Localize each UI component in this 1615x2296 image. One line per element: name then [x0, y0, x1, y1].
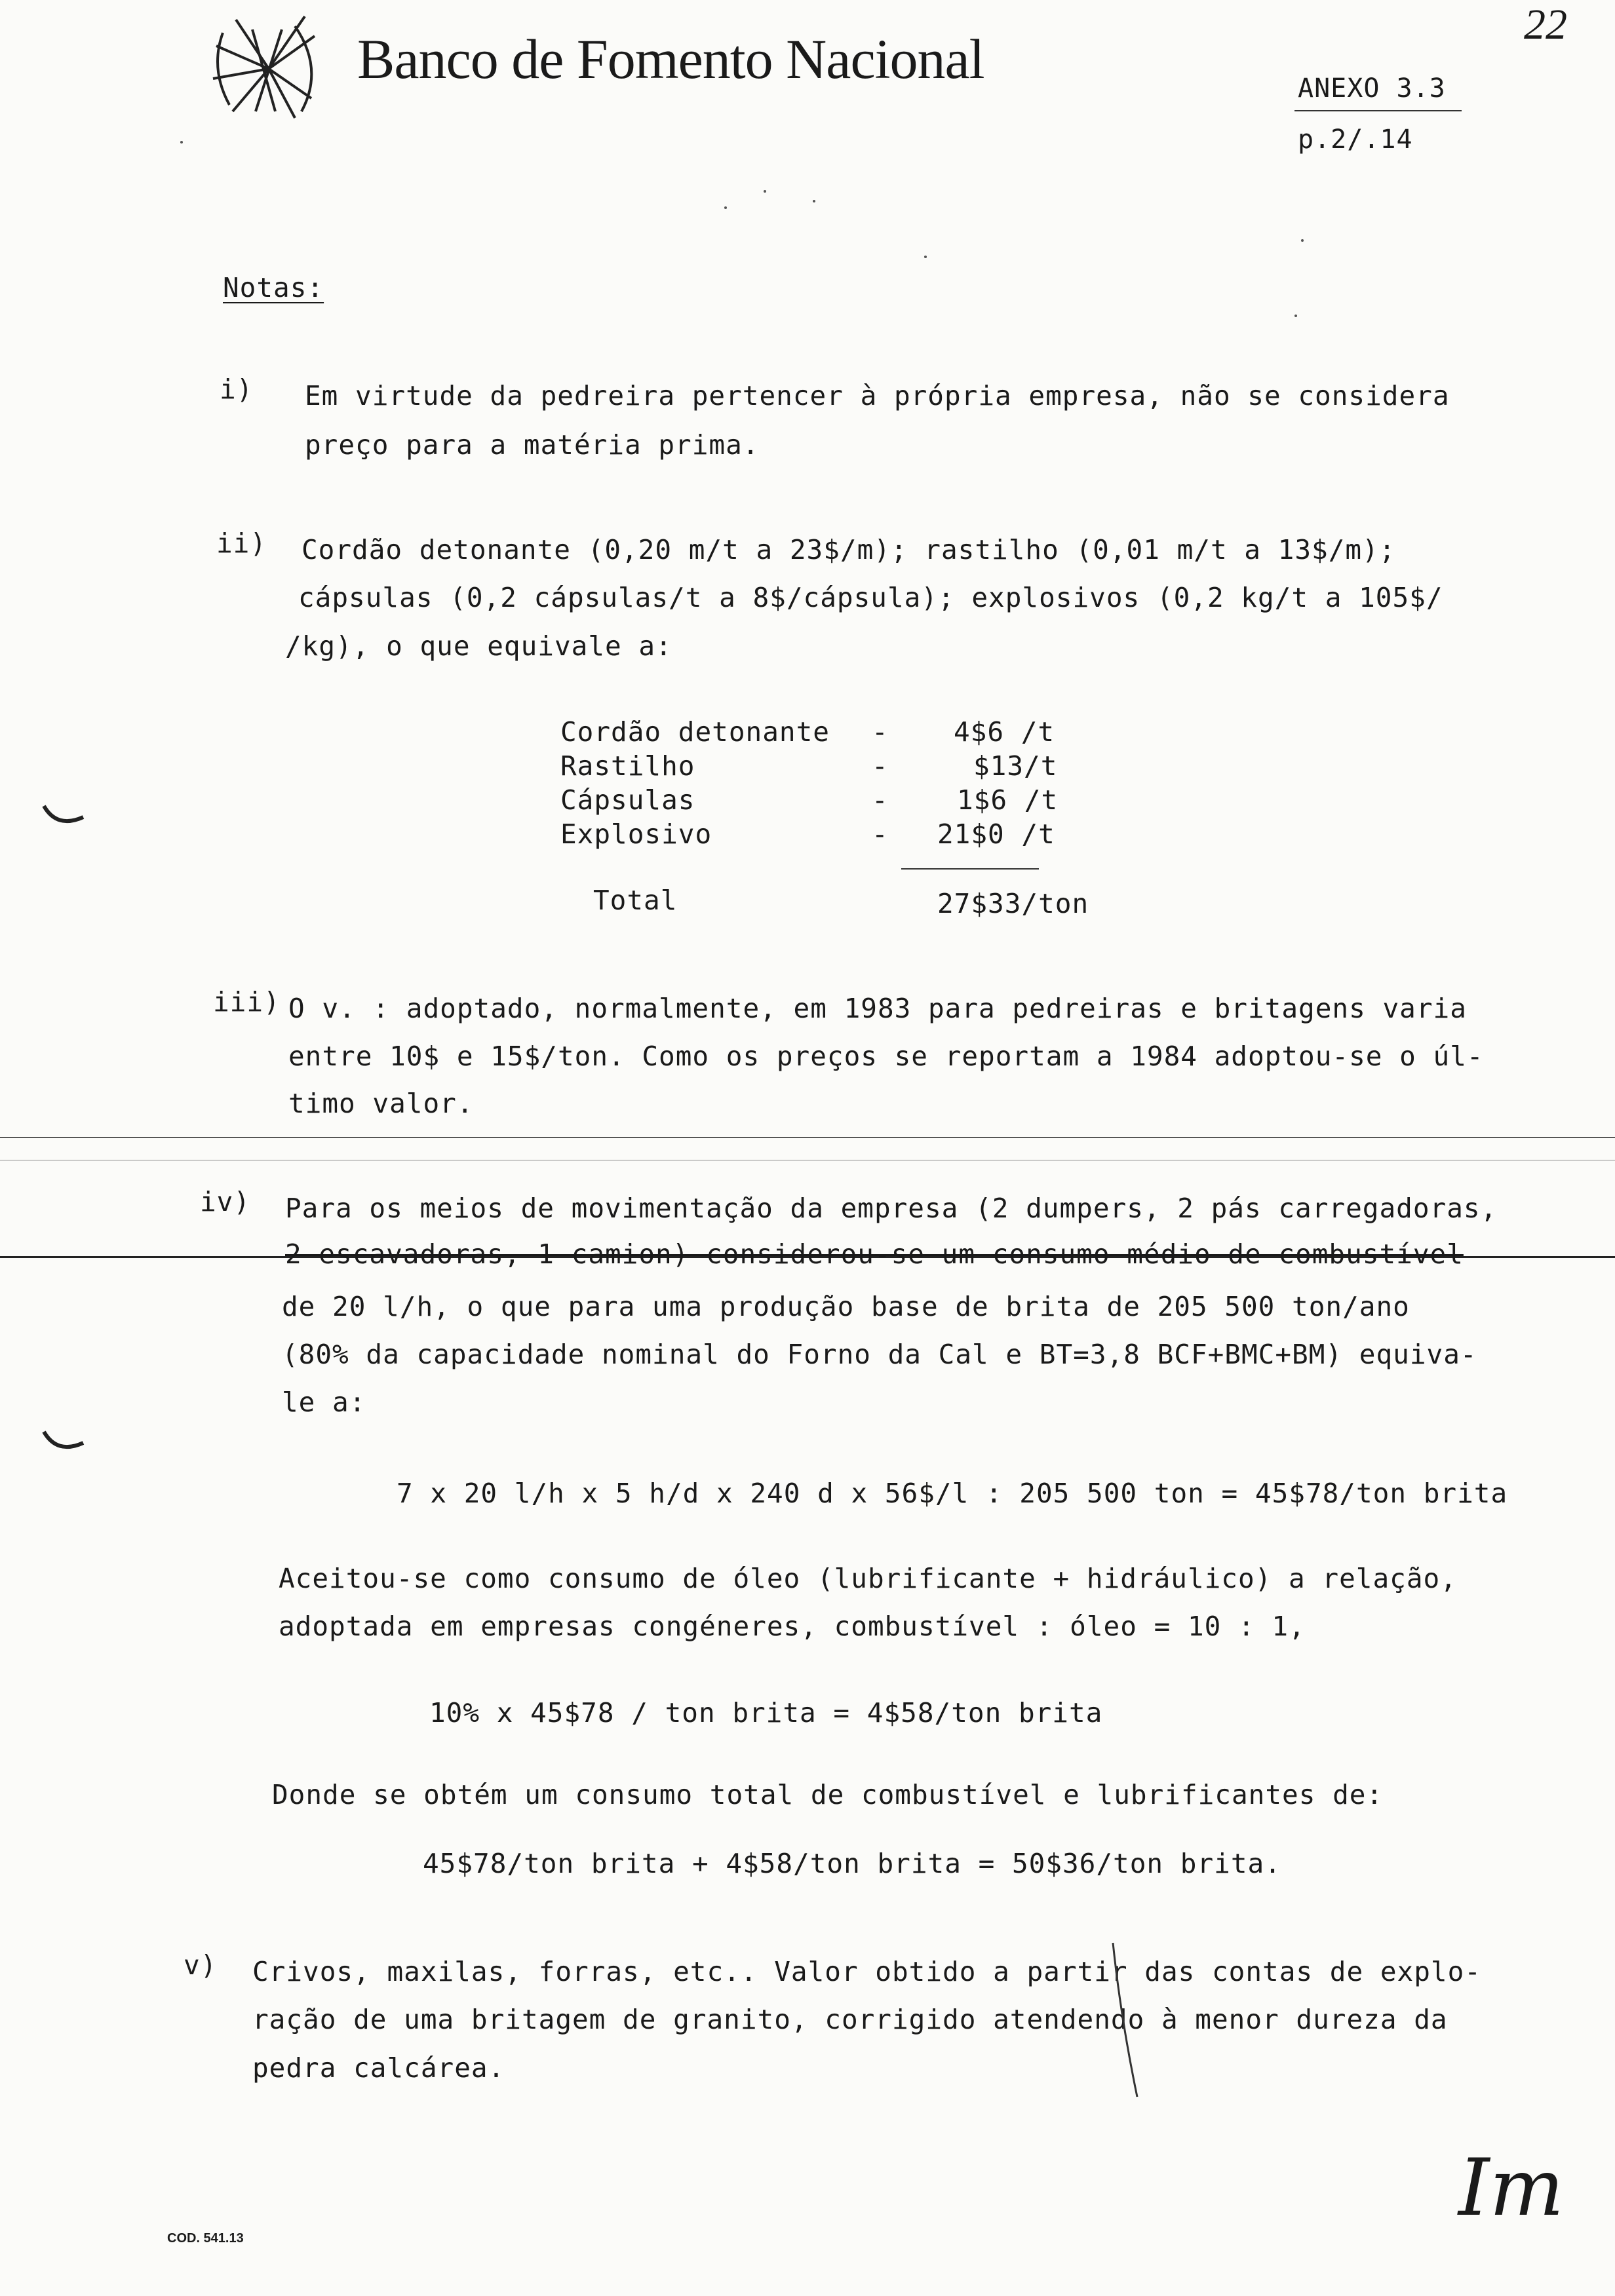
- total-rule: [901, 868, 1039, 870]
- speck: [180, 141, 183, 144]
- annex-rule: [1294, 110, 1462, 111]
- speck: [764, 190, 766, 193]
- cost-row-dash: -: [872, 750, 889, 782]
- speck: [813, 200, 815, 202]
- item-iv-line: Para os meios de movimentação da empresa (2 dumpers, 2 pás carregadoras,: [285, 1193, 1498, 1224]
- item-label-iv: iv): [200, 1186, 251, 1217]
- speck: [1294, 315, 1297, 317]
- oil-line: Aceitou-se como consumo de óleo (lubrificante + hidráulico) a relação,: [279, 1563, 1457, 1594]
- item-label-i: i): [220, 373, 254, 405]
- fold-line: [0, 1137, 1615, 1138]
- item-iii-line: timo valor.: [288, 1088, 474, 1119]
- item-i-line: preço para a matéria prima.: [305, 429, 760, 461]
- bank-name: Banco de Fomento Nacional: [357, 28, 984, 90]
- item-ii-line: cápsulas (0,2 cápsulas/t a 8$/cápsula); explosivos (0,2 kg/t a 105$/: [298, 582, 1443, 613]
- cost-row-name: Cordão detonante: [560, 716, 830, 748]
- item-iii-line: entre 10$ e 15$/ton. Como os preços se reportam a 1984 adoptou-se o úl-: [288, 1041, 1484, 1072]
- item-label-iii: iii): [213, 986, 281, 1018]
- pen-stroke: [1108, 1940, 1147, 2103]
- total-consumption-formula: 45$78/ton brita + 4$58/ton brita = 50$36/ton brita.: [423, 1848, 1281, 1879]
- page-ref: p.2/.14: [1298, 124, 1413, 155]
- cost-row-name: Cápsulas: [560, 784, 695, 816]
- fuel-formula: 7 x 20 l/h x 5 h/d x 240 d x 56$/l : 205 500 ton = 45$78/ton brita: [397, 1478, 1508, 1509]
- annex-label: ANEXO 3.3: [1298, 73, 1446, 104]
- cost-row-value: $13/t: [973, 750, 1058, 782]
- cost-row-name: Rastilho: [560, 750, 695, 782]
- total-value: 27$33/ton: [937, 888, 1089, 919]
- item-v-line: Crivos, maxilas, forras, etc.. Valor obtido a partir das contas de explo-: [252, 1956, 1481, 1987]
- item-iv-line: de 20 l/h, o que para uma produção base de brita de 205 500 ton/ano: [282, 1291, 1410, 1322]
- oil-line: adoptada em empresas congéneres, combustível : óleo = 10 : 1,: [279, 1611, 1306, 1642]
- margin-mark: [41, 1428, 87, 1458]
- speck: [1301, 239, 1304, 242]
- item-i-line: Em virtude da pedreira pertencer à própria empresa, não se considera: [305, 380, 1450, 411]
- cost-row-value: 1$6 /t: [957, 784, 1059, 816]
- total-label: Total: [593, 885, 678, 916]
- page-number: 22: [1524, 1, 1567, 48]
- margin-mark: [41, 803, 87, 832]
- notes-title: Notas:: [223, 272, 324, 303]
- cost-row-value: 21$0 /t: [937, 818, 1055, 850]
- item-label-v: v): [184, 1949, 218, 1981]
- cost-row-value: 4$6 /t: [954, 716, 1055, 748]
- handwritten-initials: Im: [1458, 2143, 1565, 2234]
- item-iv-line: le a:: [282, 1387, 366, 1418]
- cost-row-dash: -: [872, 784, 889, 816]
- cost-row-dash: -: [872, 818, 889, 850]
- item-iv-line-struck: 2 escavadoras, 1 camion) considerou-se um consumo médio de combustível: [285, 1238, 1464, 1270]
- speck: [924, 256, 927, 258]
- item-iii-line: O v. : adoptado, normalmente, em 1983 para pedreiras e britagens varia: [288, 993, 1467, 1024]
- oil-formula: 10% x 45$78 / ton brita = 4$58/ton brita: [429, 1697, 1103, 1729]
- bank-logo: [197, 7, 328, 121]
- item-v-line: ração de uma britagem de granito, corrigido atendendo à menor dureza da: [252, 2004, 1448, 2035]
- form-code: COD. 541.13: [167, 2231, 244, 2246]
- item-ii-line: /kg), o que equivale a:: [285, 630, 672, 662]
- item-label-ii: ii): [216, 527, 267, 559]
- cost-row-dash: -: [872, 716, 889, 748]
- total-consumption-line: Donde se obtém um consumo total de combustível e lubrificantes de:: [272, 1779, 1384, 1810]
- item-iv-line: (80% da capacidade nominal do Forno da Cal e BT=3,8 BCF+BMC+BM) equiva-: [282, 1339, 1477, 1370]
- cost-row-name: Explosivo: [560, 818, 712, 850]
- item-v-line: pedra calcárea.: [252, 2052, 505, 2084]
- speck: [724, 206, 727, 209]
- item-ii-line: Cordão detonante (0,20 m/t a 23$/m); rastilho (0,01 m/t a 13$/m);: [302, 534, 1396, 565]
